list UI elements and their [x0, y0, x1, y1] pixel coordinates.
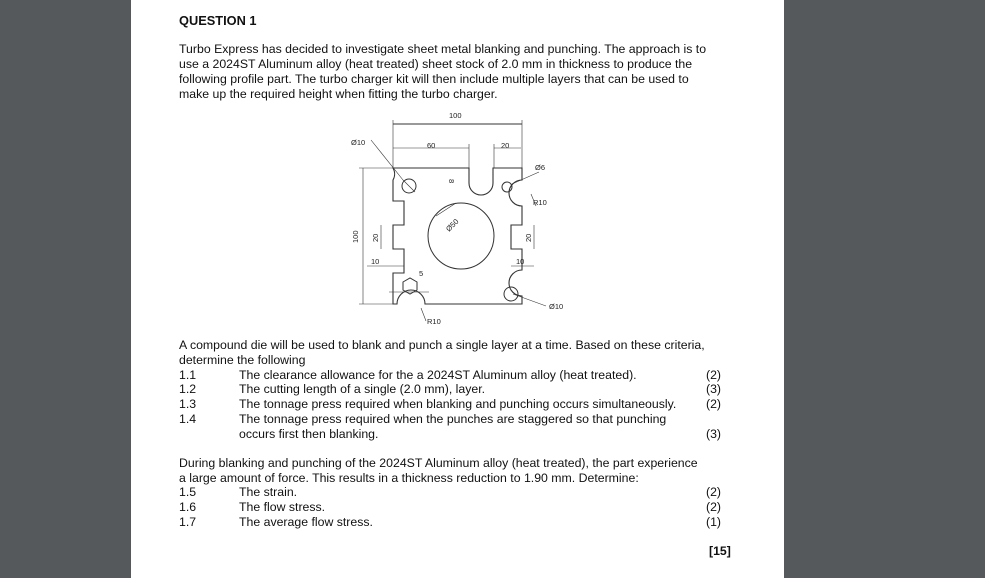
question-marks: (3) [706, 427, 722, 441]
intro-line-3: following profile part. The turbo charger kit will then include multiple layers that can be used to [179, 72, 689, 86]
question-marks: (2) [706, 485, 722, 499]
dim-text-center-circle: Ø50 [444, 217, 461, 234]
question-text: The tonnage press required when the punches are staggered so that punching [239, 412, 667, 426]
question-number: 1.7 [179, 515, 197, 529]
dim-text-8: 8 [447, 179, 456, 184]
question-marks: (2) [706, 500, 722, 514]
dim-text-100: 100 [449, 111, 462, 120]
question-number: 1.2 [179, 382, 197, 396]
dim-text-20-right: 20 [524, 233, 533, 242]
question-text: The tonnage press required when blanking and punching occurs simultaneously. [239, 397, 677, 411]
intro-line-2: use a 2024ST Aluminum alloy (heat treated) sheet stock of 2.0 mm in thickness to produce the [179, 57, 693, 71]
intro-line-4: make up the required height when fitting the turbo charger. [179, 87, 498, 101]
dim-text-hole-bottom-right: Ø10 [549, 302, 564, 311]
profile-part-drawing [341, 108, 591, 330]
dim-text-20-left: 20 [371, 233, 380, 242]
dim-text-10-right: 10 [516, 257, 525, 266]
dim-text-hole-6: Ø6 [535, 163, 546, 172]
intro-line-1: Turbo Express has decided to investigate sheet metal blanking and punching. The approach is to [179, 42, 707, 56]
question-number: 1.4 [179, 412, 197, 426]
question-heading: QUESTION 1 [179, 13, 257, 28]
question-number: 1.1 [179, 368, 197, 382]
dim-text-hole-top-left: Ø10 [351, 138, 366, 147]
question-number: 1.5 [179, 485, 197, 499]
question-text: The strain. [239, 485, 298, 499]
total-marks: [15] [709, 544, 731, 558]
section2-intro-line-2: a large amount of force. This results in a thickness reduction to 1.90 mm. Determine: [179, 471, 639, 485]
dim-text-10-left: 10 [371, 257, 380, 266]
document-page [131, 0, 784, 578]
section1-intro-line-1: A compound die will be used to blank and punch a single layer at a time. Based on these criteria, [179, 338, 705, 352]
question-text: The flow stress. [239, 500, 326, 514]
section2-intro-line-1: During blanking and punching of the 2024ST Aluminum alloy (heat treated), the part experience [179, 456, 698, 470]
question-text-continuation: occurs first then blanking. [239, 427, 379, 441]
dim-text-60: 60 [427, 141, 436, 150]
hole-bottom-left [403, 278, 417, 294]
question-text: The average flow stress. [239, 515, 373, 529]
question-text: The cutting length of a single (2.0 mm), layer. [239, 382, 486, 396]
question-number: 1.3 [179, 397, 197, 411]
dim-text-r10-right: R10 [533, 198, 547, 207]
dim-text-100-height: 100 [351, 230, 360, 243]
question-marks: (2) [706, 368, 722, 382]
dim-text-20-top: 20 [501, 141, 510, 150]
section1-intro-line-2: determine the following [179, 353, 306, 367]
question-marks: (1) [706, 515, 722, 529]
question-marks: (3) [706, 382, 722, 396]
center-circle [428, 203, 494, 269]
question-marks: (2) [706, 397, 722, 411]
dim-text-5: 5 [419, 269, 424, 278]
dim-text-r10-bottom: R10 [427, 317, 441, 326]
question-number: 1.6 [179, 500, 197, 514]
question-text: The clearance allowance for the a 2024ST Aluminum alloy (heat treated). [239, 368, 637, 382]
